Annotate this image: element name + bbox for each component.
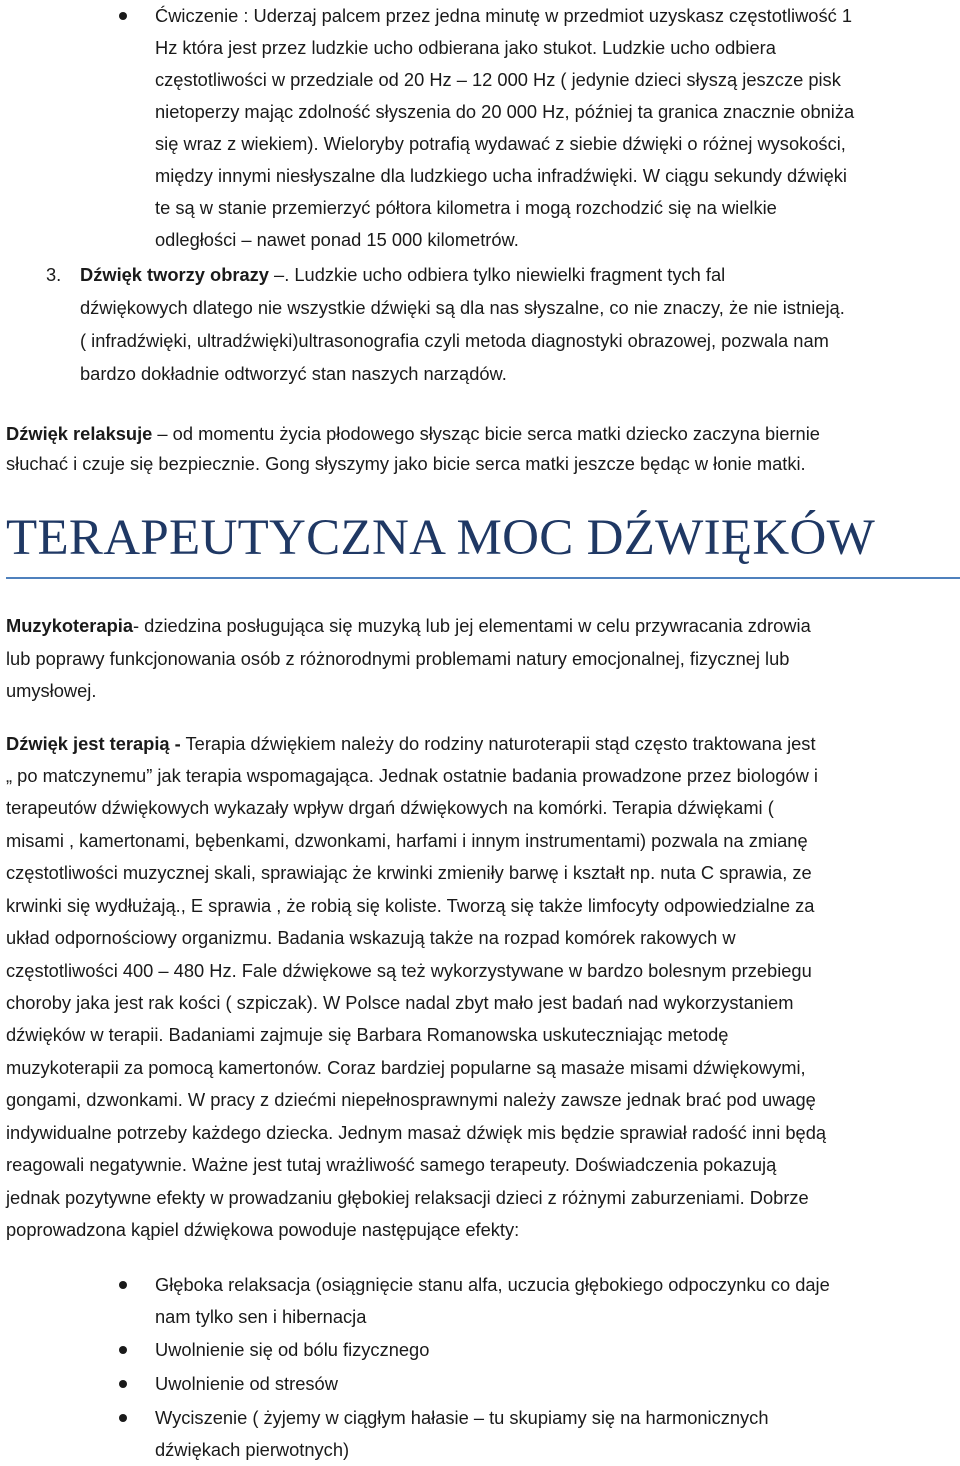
bullet-icon xyxy=(119,1281,127,1289)
terapia-line: terapeutów dźwiękowych wykazały wpływ drgań dźwiękowych na komórki. Terapia dźwiękami ( xyxy=(6,797,774,818)
terapia-line: muzykoterapii za pomocą kamertonów. Coraz bardziej popularne są masaże misami dźwiękowymi, xyxy=(6,1057,806,1078)
muzykoterapia-bold-title: Muzykoterapia xyxy=(6,615,133,636)
bullet-icon xyxy=(119,12,127,20)
terapia-line: indywidualne potrzeby każdego dziecka. Jednym masaż dźwięk mis będzie sprawiał radość inni będą xyxy=(6,1122,827,1143)
terapia-line: poprowadzona kąpiel dźwiękowa powoduje następujące efekty: xyxy=(6,1219,520,1240)
muzykoterapia-line: lub poprawy funkcjonowania osób z różnorodnymi problemami natury emocjonalnej, fizycznej lub xyxy=(6,648,790,669)
bullet-icon xyxy=(119,1414,127,1422)
item3-line: dźwiękowych dlatego nie wszystkie dźwięki są dla nas słyszalne, co nie znaczy, że nie istnieją. xyxy=(80,297,845,318)
terapia-line: krwinki się wydłużają., E sprawia , że robią się koliste. Tworzą się także limfocyty odpowiedzialne za xyxy=(6,895,815,916)
item3-line: ( infradźwięki, ultradźwięki)ultrasonografia czyli metoda diagnostyki obrazowej, pozwala nam xyxy=(80,330,829,351)
terapia-line-rest: Terapia dźwiękiem należy do rodziny naturoterapii stąd często traktowana jest xyxy=(180,733,816,754)
effect-item-line: Wyciszenie ( żyjemy w ciągłym hałasie – tu skupiamy się na harmonicznych xyxy=(155,1407,769,1428)
terapia-bold-title: Dźwięk jest terapią - xyxy=(6,733,181,754)
relax-paragraph-line: słuchać i czuje się bezpiecznie. Gong słyszymy jako bicie serca matki jeszcze będąc w łonie matki. xyxy=(6,453,806,474)
effect-item-line: dźwiękach pierwotnych) xyxy=(155,1439,350,1460)
effect-item-line: Uwolnienie się od bólu fizycznego xyxy=(155,1339,430,1360)
bullet-text-line: Hz która jest przez ludzkie ucho odbierana jako stukot. Ludzkie ucho odbiera xyxy=(155,37,776,58)
terapia-line: częstotliwości muzycznej skali, sprawiając że krwinki zmieniły barwę i kształt np. nuta C sprawia, ze xyxy=(6,862,812,883)
effect-item-line: nam tylko sen i hibernacja xyxy=(155,1306,367,1327)
bullet-text-line: Ćwiczenie : Uderzaj palcem przez jedna minutę w przedmiot uzyskasz częstotliwość 1 xyxy=(155,5,852,26)
bullet-text-line: te są w stanie przemierzyć półtora kilometra i mogą rozchodzić się na wielkie xyxy=(155,197,777,218)
effect-item-line: Uwolnienie od stresów xyxy=(155,1373,338,1394)
muzykoterapia-line xyxy=(6,610,960,642)
relax-bold-title: Dźwięk relaksuje xyxy=(6,423,153,444)
terapia-line: „ po matczynemu” jak terapia wspomagająca. Jednak ostatnie badania prowadzone przez biologów i xyxy=(6,765,818,786)
terapia-line: układ odpornościowy organizmu. Badania wskazują także na rozpad komórek rakowych w xyxy=(6,927,736,948)
terapia-line: choroby jaka jest rak kości ( szpiczak). W Polsce nadal zbyt mało jest badań nad wykorzystaniem xyxy=(6,992,794,1013)
effect-item-line: Głęboka relaksacja (osiągnięcie stanu alfa, uczucia głębokiego odpoczynku co daje xyxy=(155,1274,830,1295)
section-heading: TERAPEUTYCZNA MOC DŹWIĘKÓW xyxy=(6,510,876,566)
bullet-text-line: częstotliwości w przedziale od 20 Hz – 12 000 Hz ( jedynie dzieci słyszą jeszcze pisk xyxy=(155,69,841,90)
item3-bold-title: Dźwięk tworzy obrazy xyxy=(80,264,269,285)
muzykoterapia-line-rest: - dziedzina posługująca się muzyką lub jej elementami w celu przywracania zdrowia xyxy=(133,615,811,636)
terapia-line: częstotliwości 400 – 480 Hz. Fale dźwiękowe są też wykorzystywane w bardzo bolesnym przebiegu xyxy=(6,960,812,981)
bullet-text-line: odległości – nawet ponad 15 000 kilometrów. xyxy=(155,229,519,250)
terapia-line: jednak pozytywne efekty w prowadzaniu głębokiej relaksacji dzieci z różnymi zaburzeniami. Dobrze xyxy=(6,1187,809,1208)
terapia-line: dźwięków w terapii. Badaniami zajmuje się Barbara Romanowska uskuteczniając metodę xyxy=(6,1024,729,1045)
relax-paragraph-line xyxy=(6,418,960,450)
terapia-line: reagowali negatywnie. Ważne jest tutaj wrażliwość samego terapeuty. Doświadczenia pokazują xyxy=(6,1154,777,1175)
relax-line-rest: – od momentu życia płodowego słysząc bicie serca matki dziecko zaczyna biernie xyxy=(152,423,820,444)
bullet-icon xyxy=(119,1380,127,1388)
bullet-text-line: nietoperzy mając zdolność słyszenia do 20 000 Hz, później ta granica znacznie obniża xyxy=(155,101,855,122)
muzykoterapia-line: umysłowej. xyxy=(6,680,97,701)
list-number: 3. xyxy=(46,264,62,285)
item3-first-line xyxy=(80,259,960,291)
bullet-icon xyxy=(119,1346,127,1354)
item3-line: bardzo dokładnie odtworzyć stan naszych narządów. xyxy=(80,363,507,384)
terapia-line: misami , kamertonami, bębenkami, dzwonkami, harfami i innym instrumentami) pozwala na zmianę xyxy=(6,830,808,851)
item3-line-rest: –. Ludzkie ucho odbiera tylko niewielki fragment tych fal xyxy=(268,264,726,285)
bullet-text-line: między innymi niesłyszalne dla ludzkiego ucha infradźwięki. W ciągu sekundy dźwięki xyxy=(155,165,847,186)
heading-underline xyxy=(6,577,960,579)
terapia-line xyxy=(6,728,960,760)
terapia-line: gongami, dzwonkami. W pracy z dziećmi niepełnosprawnymi należy zawsze jednak brać pod uwagę xyxy=(6,1089,816,1110)
bullet-text-line: się wraz z wiekiem). Wieloryby potrafią wydawać z siebie dźwięki o różnej wysokości, xyxy=(155,133,846,154)
